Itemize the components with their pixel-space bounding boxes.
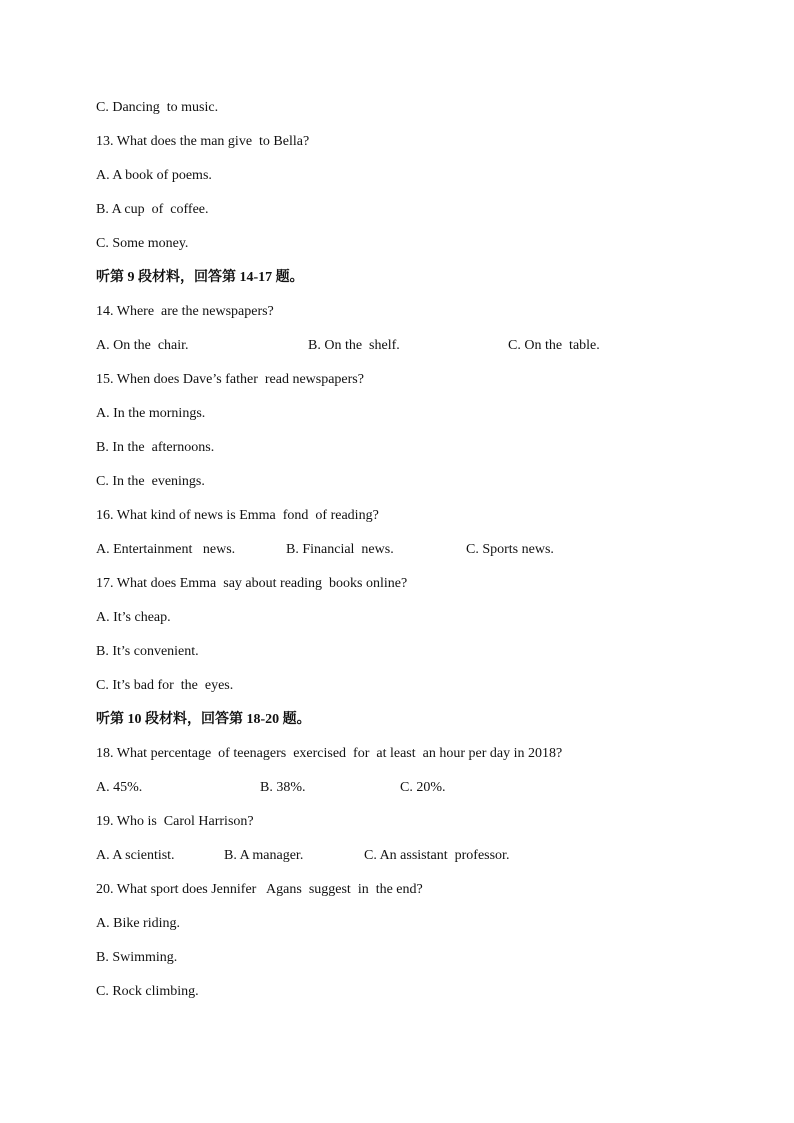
option-13c: C. Some money. <box>96 236 189 251</box>
question-14: 14. Where are the newspapers? <box>96 304 274 319</box>
option-16b: B. Financial news. <box>286 542 394 557</box>
option-15b: B. In the afternoons. <box>96 440 215 455</box>
option-16a: A. Entertainment news. <box>96 542 236 557</box>
option-17a: A. It’s cheap. <box>96 610 171 625</box>
question-20: 20. What sport does Jennifer Agans suggest in the end? <box>96 882 423 897</box>
option-20a: A. Bike riding. <box>96 916 180 931</box>
option-13a: A. A book of poems. <box>96 168 212 183</box>
option-15c: C. In the evenings. <box>96 474 205 489</box>
question-19: 19. Who is Carol Harrison? <box>96 814 254 829</box>
option-20b: B. Swimming. <box>96 950 178 965</box>
option-18a: A. 45%. <box>96 780 143 795</box>
option-18c: C. 20%. <box>400 780 446 795</box>
option-14c: C. On the table. <box>508 338 600 353</box>
question-17: 17. What does Emma say about reading books online? <box>96 576 408 591</box>
section-heading-9: 听第 9 段材料，回答第 14-17 题。 <box>96 270 304 285</box>
option-20c: C. Rock climbing. <box>96 984 199 999</box>
question-18: 18. What percentage of teenagers exercised for at least an hour per day in 2018? <box>96 746 563 761</box>
question-16: 16. What kind of news is Emma fond of reading? <box>96 508 379 523</box>
option-15a: A. In the mornings. <box>96 406 206 421</box>
option-19b: B. A manager. <box>224 848 304 863</box>
question-15: 15. When does Dave’s father read newspapers? <box>96 372 364 387</box>
question-13: 13. What does the man give to Bella? <box>96 134 310 149</box>
option-19a: A. A scientist. <box>96 848 175 863</box>
section-heading-10: 听第 10 段材料，回答第 18-20 题。 <box>96 712 311 727</box>
option-19c: C. An assistant professor. <box>364 848 510 863</box>
option-18b: B. 38%. <box>260 780 306 795</box>
option-17b: B. It’s convenient. <box>96 644 199 659</box>
option-12c: C. Dancing to music. <box>96 100 219 115</box>
option-13b: B. A cup of coffee. <box>96 202 209 217</box>
option-16c: C. Sports news. <box>466 542 554 557</box>
option-14a: A. On the chair. <box>96 338 189 353</box>
option-14b: B. On the shelf. <box>308 338 400 353</box>
option-17c: C. It’s bad for the eyes. <box>96 678 234 693</box>
